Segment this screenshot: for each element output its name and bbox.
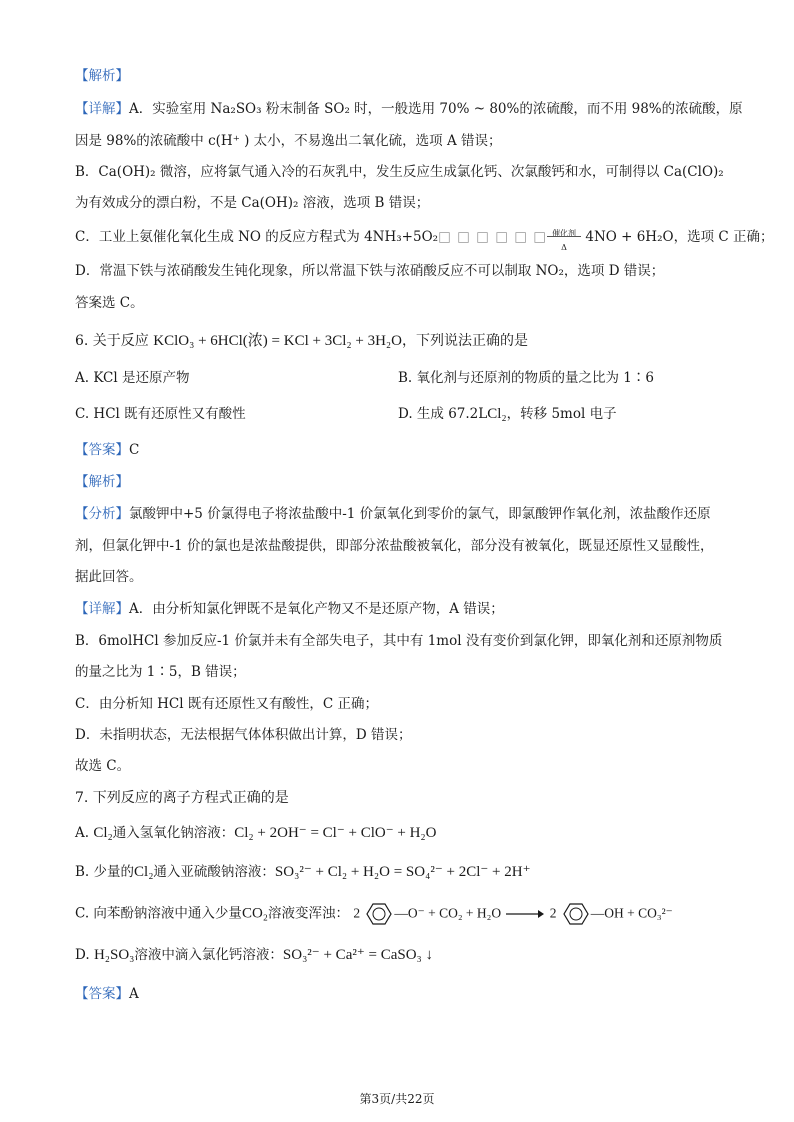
q6-answer [75,440,139,460]
jiexi-tag-q6: 【解析】 [75,474,129,490]
q6-answer-value: C [129,442,140,458]
q5-detail-line-3: B．Ca(OH)₂ 微溶，应将氯气通入冷的石灰乳中，发生反应生成氯化钙、次氯酸钙和水，可制得以 Ca(ClO)₂ [75,164,724,180]
q7-option-d [75,945,433,965]
condition-line [547,236,581,237]
q6-option-d-cl2: Cl₂ [487,406,507,422]
q7-d-reagent: H₂SO₃ [93,947,135,963]
q5-line5-post: 4NO + 6H₂O，选项 C 正确； [585,229,774,245]
q5-detail-line-2: 因是 98%的浓硫酸中 c(H⁺ ) 太小，不易逸出二氧化硫，选项 A 错误； [75,133,502,149]
q6-fenxi-line-1 [75,504,711,524]
condition-catalyst: 催化剂 [552,228,577,238]
q7-c-desc: 溶液变浑浊： [268,905,350,922]
xiangjie-tag: 【详解】 [75,101,129,117]
q6-detail-line-4: C．由分析知 HCl 既有还原性又有酸性，C 正确； [75,696,378,712]
q7-c-label: C. 向苯酚钠溶液中通入少量 [75,905,242,922]
q6-stem-pre: 6. 关于反应 [75,333,149,349]
q7-b-equation: SO₃²⁻ + Cl₂ + H₂O = SO₄²⁻ + 2Cl⁻ + 2H⁺ [274,864,531,880]
q6-equation: KClO₃ + 6HCl(浓) = KCl + 3Cl₂ + 3H₂O [153,333,402,349]
page-footer: 第3页/共22页 [359,1092,435,1106]
q7-d-desc: 溶液中滴入氯化钙溶液： [134,947,283,963]
benzene-ring-icon [366,902,392,926]
q5-detail-line-4: 为有效成分的漂白粉，不是 Ca(OH)₂ 溶液，选项 B 错误； [75,195,430,211]
q6-detail-line-3: 的量之比为 1∶5，B 错误； [75,664,246,680]
q6-stem [75,331,528,351]
q6-option-d-post: ，转移 5mol 电子 [506,406,617,422]
q6-detail-line-6: 故选 C。 [75,758,131,774]
daan-tag-q7: 【答案】 [75,986,129,1002]
q7-a-label: A. [75,825,90,841]
q6-fenxi-text-1: 氯酸钾中+5 价氯得电子将浓盐酸中-1 价氯氧化到零价的氯气，即氯酸钾作氧化剂，浓盐酸作还原 [129,506,711,522]
q7-option-a [75,823,436,843]
q7-b-reagent: Cl₂ [134,864,154,880]
q6-stem-post: ，下列说法正确的是 [401,333,528,349]
q5-line5-pre: C．工业上氨催化氧化生成 NO 的反应方程式为 4NH₃+5O₂ [75,229,439,245]
q7-a-desc: 通入氢氧化钠溶液： [112,825,235,841]
fenxi-tag: 【分析】 [75,506,129,522]
q6-fenxi-line-3: 据此回答。 [75,569,143,585]
q6-option-a: A. KCl 是还原产物 [75,370,190,386]
q7-option-b [75,862,531,882]
q7-b-label: B. 少量的 [75,864,135,880]
q5-detail-line-6: D．常温下铁与浓硝酸发生钝化现象，所以常温下铁与浓硝酸反应不可以制取 NO₂，选项 D 错误； [75,263,665,279]
q7-b-desc: 通入亚硫酸钠溶液： [153,864,275,880]
q7-answer-value: A [129,986,139,1002]
q7-c-reagent: CO₂ [241,905,269,922]
q6-detail-line-1 [75,599,504,619]
q6-fenxi-line-2: 剂，但氯化钾中-1 价的氯也是浓盐酸提供，即部分浓盐酸被氧化，部分没有被氧化，既显还原性又显酸性， [75,538,714,554]
q6-option-d [398,404,617,424]
q5-detail-line-5 [75,227,774,252]
reaction-condition [547,228,581,252]
q7-c-reactants: —O⁻ + CO₂ + H₂O [394,905,502,921]
q6-option-d-pre: D. 生成 67.2L [398,406,488,422]
q7-stem: 7. 下列反应的离子方程式正确的是 [75,790,289,806]
q6-detail-line-2: B．6molHCl 参加反应-1 价氯并未有全部失电子，其中有 1mol 没有变价到氯化钾，即氧化剂和还原剂物质 [75,633,723,649]
jiexi-tag-q5: 【解析】 [75,68,129,84]
q7-c-products: —OH + CO₃²⁻ [590,905,673,921]
q5-line5-garbled: □ □ □ □ □ □ [438,229,548,245]
q7-a-equation: Cl₂ + 2OH⁻ = Cl⁻ + ClO⁻ + H₂O [234,825,437,841]
daan-tag-q6: 【答案】 [75,442,129,458]
q5-detail-text-1: A．实验室用 Na₂SO₃ 粉末制备 SO₂ 时，一般选用 70% ~ 80%的浓硫酸，而不用 98%的浓硫酸，原 [129,101,743,117]
q7-d-label: D. [75,947,90,963]
q7-a-reagent: Cl₂ [93,825,113,841]
q7-answer [75,984,139,1004]
q7-c-coef-1: 2 [353,905,361,921]
q5-answer-line: 答案选 C。 [75,295,144,311]
q6-detail-line-5: D．未指明状态，无法根据气体体积做出计算，D 错误； [75,727,412,743]
q6-option-b: B. 氧化剂与还原剂的物质的量之比为 1∶6 [398,370,654,386]
q6-option-c: C. HCl 既有还原性又有酸性 [75,406,246,422]
q7-d-equation: SO₃²⁻ + Ca²⁺ = CaSO₃ ↓ [282,947,434,963]
q5-detail-line-1 [75,99,743,119]
q7-option-c [75,902,673,926]
reaction-arrow-icon [505,909,545,919]
condition-heat: Δ [561,242,567,252]
benzene-ring-icon [563,902,589,926]
q7-c-coef-2: 2 [549,905,557,921]
q6-detail-text-1: A．由分析知氯化钾既不是氧化产物又不是还原产物，A 错误； [129,601,504,617]
xiangjie-tag-q6: 【详解】 [75,601,129,617]
